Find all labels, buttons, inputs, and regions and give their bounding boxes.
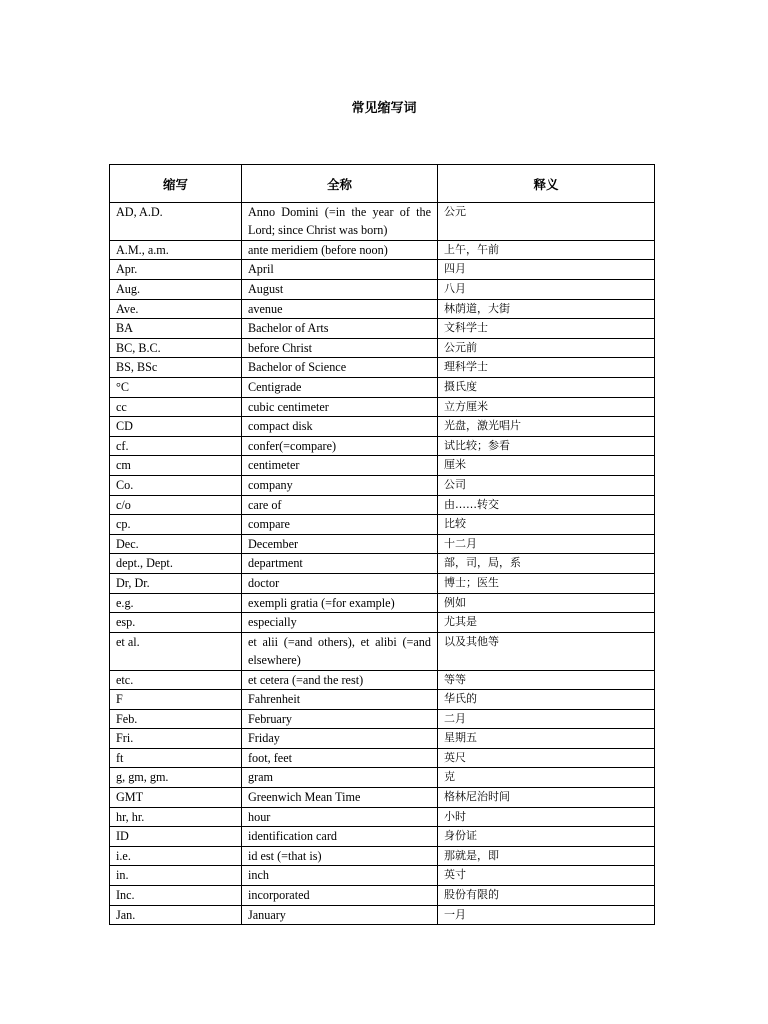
cell-meaning: 公元前 xyxy=(438,338,655,358)
cell-abbr: Inc. xyxy=(110,886,242,906)
cell-abbr: Fri. xyxy=(110,729,242,749)
cell-full: especially xyxy=(242,613,438,633)
cell-abbr: hr, hr. xyxy=(110,807,242,827)
cell-meaning: 股份有限的 xyxy=(438,886,655,906)
header-abbr: 缩写 xyxy=(110,165,242,203)
table-row xyxy=(110,299,655,319)
table-row xyxy=(110,377,655,397)
cell-meaning: 克 xyxy=(438,768,655,788)
table-row xyxy=(110,417,655,437)
cell-abbr: F xyxy=(110,690,242,710)
table-header-row xyxy=(110,165,655,203)
cell-abbr: i.e. xyxy=(110,846,242,866)
cell-meaning: 由……转交 xyxy=(438,495,655,515)
cell-full: April xyxy=(242,260,438,280)
table-row xyxy=(110,807,655,827)
cell-meaning: 二月 xyxy=(438,709,655,729)
cell-abbr: Co. xyxy=(110,475,242,495)
cell-meaning: 十二月 xyxy=(438,534,655,554)
cell-abbr: cp. xyxy=(110,515,242,535)
cell-meaning: 厘米 xyxy=(438,456,655,476)
cell-meaning: 格林尼治时间 xyxy=(438,788,655,808)
table-row xyxy=(110,593,655,613)
cell-meaning: 华氏的 xyxy=(438,690,655,710)
cell-abbr: Feb. xyxy=(110,709,242,729)
table-row xyxy=(110,319,655,339)
cell-abbr: Ave. xyxy=(110,299,242,319)
cell-abbr: BS, BSc xyxy=(110,358,242,378)
cell-abbr: AD, A.D. xyxy=(110,203,242,241)
table-row xyxy=(110,886,655,906)
table-row xyxy=(110,240,655,260)
cell-full: Fahrenheit xyxy=(242,690,438,710)
cell-abbr: Jan. xyxy=(110,905,242,925)
cell-full: Centigrade xyxy=(242,377,438,397)
cell-full: ante meridiem (before noon) xyxy=(242,240,438,260)
table-row xyxy=(110,436,655,456)
cell-full: identification card xyxy=(242,827,438,847)
cell-full: cubic centimeter xyxy=(242,397,438,417)
cell-abbr: in. xyxy=(110,866,242,886)
cell-abbr: Dr, Dr. xyxy=(110,573,242,593)
cell-meaning: 例如 xyxy=(438,593,655,613)
cell-meaning: 身份证 xyxy=(438,827,655,847)
table-row xyxy=(110,846,655,866)
table-row xyxy=(110,709,655,729)
cell-full: foot, feet xyxy=(242,748,438,768)
cell-abbr: et al. xyxy=(110,632,242,670)
cell-meaning: 小时 xyxy=(438,807,655,827)
cell-abbr: esp. xyxy=(110,613,242,633)
table-row xyxy=(110,690,655,710)
table-row xyxy=(110,632,655,670)
page-title: 常见缩写词 xyxy=(351,101,417,116)
cell-meaning: 八月 xyxy=(438,280,655,300)
cell-full: avenue xyxy=(242,299,438,319)
cell-abbr: CD xyxy=(110,417,242,437)
table-row xyxy=(110,788,655,808)
cell-abbr: °C xyxy=(110,377,242,397)
cell-meaning: 四月 xyxy=(438,260,655,280)
table-row xyxy=(110,827,655,847)
cell-meaning: 试比较；参看 xyxy=(438,436,655,456)
header-full: 全称 xyxy=(242,165,438,203)
cell-meaning: 一月 xyxy=(438,905,655,925)
cell-meaning: 以及其他等 xyxy=(438,632,655,670)
cell-abbr: g, gm, gm. xyxy=(110,768,242,788)
table-row xyxy=(110,358,655,378)
cell-abbr: ft xyxy=(110,748,242,768)
table-row xyxy=(110,397,655,417)
table-row xyxy=(110,495,655,515)
cell-full: care of xyxy=(242,495,438,515)
cell-abbr: BC, B.C. xyxy=(110,338,242,358)
cell-full: December xyxy=(242,534,438,554)
cell-meaning: 公元 xyxy=(438,203,655,241)
table-row xyxy=(110,260,655,280)
cell-full: department xyxy=(242,554,438,574)
table-row xyxy=(110,670,655,690)
cell-meaning: 公司 xyxy=(438,475,655,495)
cell-full: Bachelor of Arts xyxy=(242,319,438,339)
header-meaning: 释义 xyxy=(438,165,655,203)
cell-full: Anno Domini (=in the year of the Lord; since Christ was born) xyxy=(242,203,438,241)
table-row xyxy=(110,613,655,633)
cell-full: company xyxy=(242,475,438,495)
cell-abbr: c/o xyxy=(110,495,242,515)
cell-abbr: GMT xyxy=(110,788,242,808)
table-row xyxy=(110,768,655,788)
table-row xyxy=(110,554,655,574)
table-row xyxy=(110,748,655,768)
cell-full: before Christ xyxy=(242,338,438,358)
cell-meaning: 英尺 xyxy=(438,748,655,768)
cell-meaning: 林荫道，大街 xyxy=(438,299,655,319)
cell-meaning: 立方厘米 xyxy=(438,397,655,417)
cell-meaning: 上午，午前 xyxy=(438,240,655,260)
cell-meaning: 博士；医生 xyxy=(438,573,655,593)
cell-full: January xyxy=(242,905,438,925)
cell-abbr: e.g. xyxy=(110,593,242,613)
cell-full: confer(=compare) xyxy=(242,436,438,456)
cell-abbr: ID xyxy=(110,827,242,847)
cell-abbr: Apr. xyxy=(110,260,242,280)
table-row xyxy=(110,338,655,358)
cell-full: inch xyxy=(242,866,438,886)
cell-full: Bachelor of Science xyxy=(242,358,438,378)
cell-meaning: 等等 xyxy=(438,670,655,690)
cell-abbr: Dec. xyxy=(110,534,242,554)
cell-full: exempli gratia (=for example) xyxy=(242,593,438,613)
cell-full: centimeter xyxy=(242,456,438,476)
cell-full: gram xyxy=(242,768,438,788)
cell-meaning: 那就是，即 xyxy=(438,846,655,866)
cell-meaning: 摄氏度 xyxy=(438,377,655,397)
cell-abbr: Aug. xyxy=(110,280,242,300)
table-row xyxy=(110,203,655,241)
cell-abbr: cm xyxy=(110,456,242,476)
cell-full: id est (=that is) xyxy=(242,846,438,866)
cell-abbr: cc xyxy=(110,397,242,417)
table-row xyxy=(110,475,655,495)
cell-abbr: cf. xyxy=(110,436,242,456)
cell-full: February xyxy=(242,709,438,729)
table-row xyxy=(110,280,655,300)
cell-abbr: A.M., a.m. xyxy=(110,240,242,260)
table-row xyxy=(110,905,655,925)
table-row xyxy=(110,534,655,554)
cell-full: compact disk xyxy=(242,417,438,437)
cell-abbr: BA xyxy=(110,319,242,339)
table-row xyxy=(110,515,655,535)
cell-meaning: 星期五 xyxy=(438,729,655,749)
cell-meaning: 部，司，局，系 xyxy=(438,554,655,574)
cell-meaning: 文科学士 xyxy=(438,319,655,339)
cell-abbr: etc. xyxy=(110,670,242,690)
cell-full: hour xyxy=(242,807,438,827)
cell-full: et alii (=and others), et alibi (=and elsewhere) xyxy=(242,632,438,670)
table-row xyxy=(110,456,655,476)
cell-full: August xyxy=(242,280,438,300)
cell-full: doctor xyxy=(242,573,438,593)
table-body xyxy=(110,203,655,925)
table-row xyxy=(110,729,655,749)
cell-full: compare xyxy=(242,515,438,535)
cell-full: incorporated xyxy=(242,886,438,906)
table-row xyxy=(110,573,655,593)
cell-full: Friday xyxy=(242,729,438,749)
cell-abbr: dept., Dept. xyxy=(110,554,242,574)
cell-full: Greenwich Mean Time xyxy=(242,788,438,808)
cell-meaning: 理科学士 xyxy=(438,358,655,378)
cell-meaning: 尤其是 xyxy=(438,613,655,633)
cell-meaning: 光盘，激光唱片 xyxy=(438,417,655,437)
cell-meaning: 比较 xyxy=(438,515,655,535)
cell-meaning: 英寸 xyxy=(438,866,655,886)
abbreviation-table xyxy=(109,164,655,925)
table-row xyxy=(110,866,655,886)
cell-full: et cetera (=and the rest) xyxy=(242,670,438,690)
